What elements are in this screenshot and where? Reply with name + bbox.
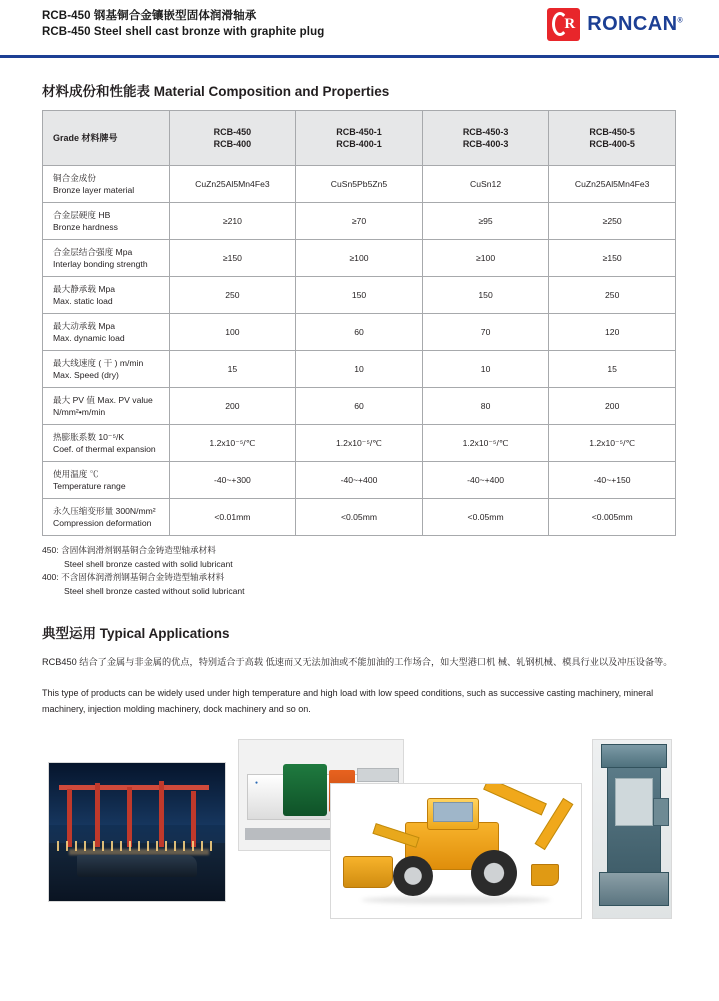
table-col-grade: Grade 材料牌号 [43, 111, 170, 166]
application-photo-strip [0, 739, 719, 919]
table-row [43, 388, 676, 425]
table-section-heading: 材料成份和性能表 Material Composition and Properties [42, 84, 390, 99]
table-row [43, 240, 676, 277]
footnote-400-en: Steel shell bronze casted without solid lubricant [64, 585, 245, 596]
row4-label-en: Max. dynamic load [53, 333, 125, 343]
row5-value-3: 15 [549, 351, 676, 388]
col4-line2: RCB-400-5 [589, 139, 635, 149]
footnote-400-cn: 400: 不含固体润滑剂钢基铜合金铸造型轴承材料 [42, 572, 225, 582]
row9-label-en: Compression deformation [53, 518, 152, 528]
cargo-ship [77, 855, 197, 877]
vehicle-shadow [361, 896, 551, 904]
machine-brand-label: ● [255, 780, 259, 786]
row-label [43, 462, 170, 499]
col3-line1: RCB-450-3 [462, 127, 509, 137]
row0-value-1: CuSn5Pb5Zn5 [296, 166, 423, 203]
backhoe-bucket [531, 864, 559, 886]
machine-green-housing [283, 764, 327, 816]
col1-line2: RCB-400 [213, 139, 252, 149]
page-header [0, 0, 719, 58]
table-footnotes [42, 544, 719, 598]
crane-leg [191, 791, 196, 847]
applications-paragraph-cn: RCB450 结合了金属与非金属的优点，特别适合于高载 低速而又无法加油或不能加油的工作场合，如大型港口机 械、轧钢机械、模具行业以及冲压设备等。 [42, 657, 673, 667]
row6-value-1: 60 [296, 388, 423, 425]
row0-label-cn: 铜合金成份 [53, 173, 96, 183]
row3-value-2: 150 [422, 277, 549, 314]
table-row [43, 277, 676, 314]
row2-value-1: ≥100 [296, 240, 423, 277]
row5-label-cn: 最大线速度 ( 干 ) m/min [53, 358, 144, 368]
row8-label-en: Temperature range [53, 481, 126, 491]
loader-rear-wheel [471, 850, 517, 896]
crane-leg [95, 783, 100, 847]
row9-value-0: <0.01mm [169, 499, 296, 536]
press-window [615, 778, 653, 826]
row1-label-cn: 合金层硬度 HB [53, 210, 111, 220]
row1-value-1: ≥70 [296, 203, 423, 240]
press-bed [599, 872, 669, 906]
table-col-rcb450-3 [422, 111, 549, 166]
table-row [43, 351, 676, 388]
page-title-en: RCB-450 Steel shell cast bronze with graphite plug [42, 26, 325, 38]
table-row [43, 314, 676, 351]
applications-heading: 典型运用 Typical Applications [42, 626, 230, 641]
row6-value-0: 200 [169, 388, 296, 425]
row3-value-1: 150 [296, 277, 423, 314]
row1-value-3: ≥250 [549, 203, 676, 240]
brand-name-text: RONCAN [587, 13, 678, 35]
loader-front-bucket [343, 856, 393, 888]
loader-front-wheel [393, 856, 433, 896]
applications-paragraph-en: This type of products can be widely used under high temperature and high load with low speed conditions, such as successive casting machinery, mineral machinery, injection molding machinery, dock machinery and so on. [42, 688, 654, 714]
row4-value-1: 60 [296, 314, 423, 351]
row6-label-cn: 最大 PV 值 Max. PV value [53, 395, 153, 405]
row-label [43, 166, 170, 203]
table-header-row [43, 111, 676, 166]
row3-value-0: 250 [169, 277, 296, 314]
row5-value-1: 10 [296, 351, 423, 388]
footnote-450-en: Steel shell bronze casted with solid lubricant [64, 558, 233, 569]
table-col-rcb450 [169, 111, 296, 166]
row8-label-cn: 使用温度 ℃ [53, 469, 99, 479]
table-header-row-group [43, 111, 676, 166]
row7-label-en: Coef. of thermal expansion [53, 444, 156, 454]
col4-line1: RCB-450-5 [589, 127, 635, 137]
row0-value-0: CuZn25Al5Mn4Fe3 [169, 166, 296, 203]
table-row [43, 499, 676, 536]
roncan-logo-icon [547, 8, 580, 41]
row-label [43, 499, 170, 536]
table-row [43, 203, 676, 240]
row2-label-cn: 合金层结合强度 Mpa [53, 247, 133, 257]
row-label [43, 351, 170, 388]
row1-value-2: ≥95 [422, 203, 549, 240]
table-row [43, 425, 676, 462]
row2-value-0: ≥150 [169, 240, 296, 277]
row3-label-en: Max. static load [53, 296, 113, 306]
registered-mark: ® [677, 17, 683, 25]
row0-value-2: CuSn12 [422, 166, 549, 203]
row9-value-2: <0.05mm [422, 499, 549, 536]
machine-injection-arm [357, 768, 399, 782]
row9-value-1: <0.05mm [296, 499, 423, 536]
port-crane-photo [48, 762, 226, 902]
row3-label-cn: 最大静承载 Mpa [53, 284, 116, 294]
backhoe-loader-photo [330, 783, 582, 919]
row5-value-0: 15 [169, 351, 296, 388]
power-press-machine-photo [592, 739, 672, 919]
crane-gantry-beam [59, 785, 209, 790]
loader-cab-window [433, 802, 473, 822]
row1-label-en: Bronze hardness [53, 222, 118, 232]
row8-value-1: -40~+400 [296, 462, 423, 499]
row0-label-en: Bronze layer material [53, 185, 135, 195]
row4-label-cn: 最大动承载 Mpa [53, 321, 116, 331]
row2-value-2: ≥100 [422, 240, 549, 277]
crane-leg [67, 789, 72, 847]
table-col-rcb450-5 [549, 111, 676, 166]
row6-label-en: N/mm²•m/min [53, 407, 106, 417]
table-col-rcb450-1 [296, 111, 423, 166]
col2-line2: RCB-400-1 [336, 139, 382, 149]
row-label [43, 240, 170, 277]
row5-value-2: 10 [422, 351, 549, 388]
row7-value-0: 1.2x10⁻⁵/℃ [169, 425, 296, 462]
press-crown [601, 744, 667, 768]
row3-value-3: 250 [549, 277, 676, 314]
table-row [43, 462, 676, 499]
press-control-panel [653, 798, 669, 826]
col2-line1: RCB-450-1 [336, 127, 382, 137]
row9-label-cn: 永久压缩变形量 300N/mm² [53, 506, 156, 516]
row1-value-0: ≥210 [169, 203, 296, 240]
material-properties-table [42, 110, 676, 536]
row2-label-en: Interlay bonding strength [53, 259, 148, 269]
backhoe-boom-upper [483, 783, 547, 815]
row8-value-2: -40~+400 [422, 462, 549, 499]
row4-value-2: 70 [422, 314, 549, 351]
row8-value-0: -40~+300 [169, 462, 296, 499]
row-label [43, 388, 170, 425]
row7-value-1: 1.2x10⁻⁵/℃ [296, 425, 423, 462]
footnote-450-cn: 450: 含固体润滑剂钢基铜合金铸造型轴承材料 [42, 545, 216, 555]
table-body [43, 166, 676, 536]
row-label [43, 425, 170, 462]
brand-logo [547, 8, 683, 41]
row2-value-3: ≥150 [549, 240, 676, 277]
row-label [43, 314, 170, 351]
row7-value-3: 1.2x10⁻⁵/℃ [549, 425, 676, 462]
crane-leg [159, 781, 164, 847]
row4-value-3: 120 [549, 314, 676, 351]
port-sky [49, 763, 225, 825]
brand-name [587, 13, 683, 36]
col1-line1: RCB-450 [213, 127, 252, 137]
row7-value-2: 1.2x10⁻⁵/℃ [422, 425, 549, 462]
page-title-cn: RCB-450 钢基铜合金镶嵌型固体润滑轴承 [42, 10, 257, 22]
row7-label-cn: 热膨胀系数 10⁻⁵/K [53, 432, 125, 442]
col3-line2: RCB-400-3 [462, 139, 509, 149]
logo-r-letter: R [564, 16, 576, 32]
row0-value-3: CuZn25Al5Mn4Fe3 [549, 166, 676, 203]
row6-value-2: 80 [422, 388, 549, 425]
header-title-block [42, 8, 324, 40]
table-row [43, 166, 676, 203]
row9-value-3: <0.005mm [549, 499, 676, 536]
row4-value-0: 100 [169, 314, 296, 351]
row6-value-3: 200 [549, 388, 676, 425]
row-label [43, 277, 170, 314]
row-label [43, 203, 170, 240]
row5-label-en: Max. Speed (dry) [53, 370, 119, 380]
row8-value-3: -40~+150 [549, 462, 676, 499]
crane-leg [127, 787, 132, 847]
